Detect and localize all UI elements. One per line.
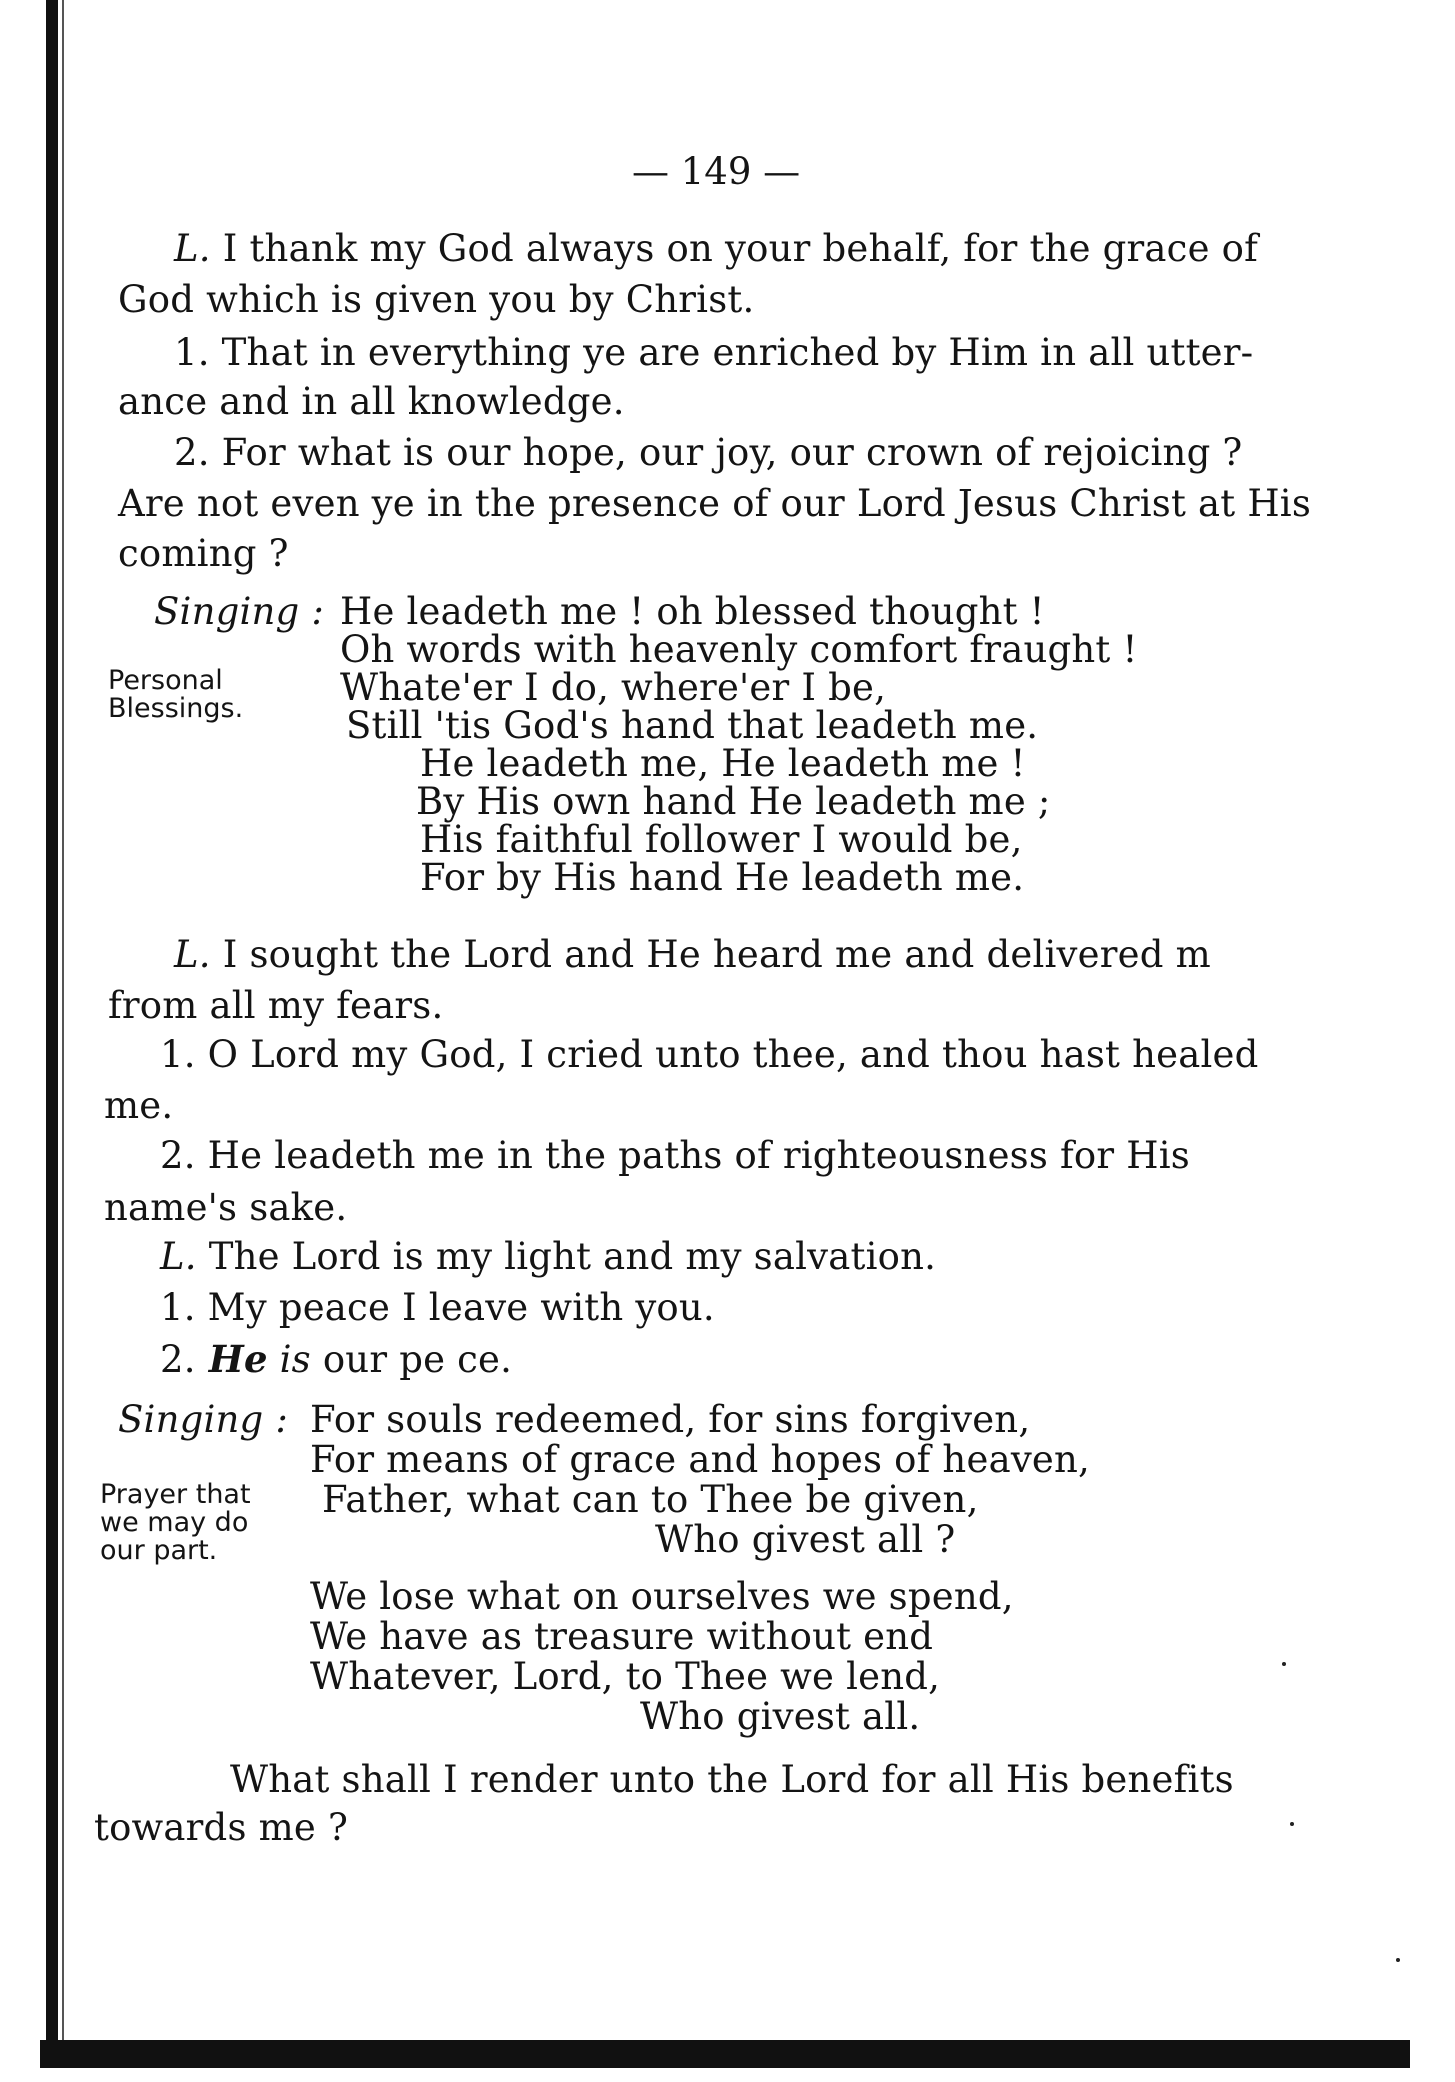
leader-label: L.: [174, 933, 211, 976]
scan-speck: [1396, 1958, 1400, 1962]
hymn-line: We have as treasure without end: [310, 1615, 934, 1658]
leader-text: I sought the Lord and He heard me and delivered m: [210, 933, 1211, 976]
leader-text: The Lord is my light and my salvation.: [196, 1235, 937, 1278]
response-text: He leadeth me in the paths of righteousness for His: [195, 1134, 1190, 1177]
singing-label: Singing :: [154, 590, 325, 633]
response-number: 2.: [160, 1134, 196, 1177]
hymn-chorus-line: For by His hand He leadeth me.: [420, 856, 1025, 899]
hymn-line: Father, what can to Thee be given,: [322, 1478, 979, 1521]
response-4-cont: name's sake.: [104, 1186, 348, 1229]
hymn-line: For means of grace and hopes of heaven,: [310, 1438, 1091, 1481]
leader-line-3: [160, 1235, 936, 1279]
response-1: [174, 331, 1253, 375]
leader-text: I thank my God always on your behalf, for the grace of: [210, 227, 1259, 270]
response-number: 1.: [160, 1286, 196, 1329]
response-6: [160, 1337, 512, 1382]
binding-edge-shadow: [46, 0, 58, 2040]
response-2: [174, 431, 1242, 475]
closing-line: What shall I render unto the Lord for all His benefits: [230, 1758, 1234, 1801]
leader-line-1: [174, 227, 1258, 271]
scan-speck: [1282, 1662, 1286, 1666]
response-text: our pe ce.: [310, 1338, 513, 1381]
response-text: That in everything ye are enriched by Him in all utter-: [209, 331, 1254, 374]
page-number: — 149 —: [632, 150, 801, 193]
leader-label: L.: [160, 1235, 197, 1278]
response-number: 2.: [174, 431, 210, 474]
leader-line-1-cont: God which is given you by Christ.: [118, 278, 755, 321]
response-1-cont: ance and in all knowledge.: [118, 380, 625, 423]
side-note-line: we may do: [100, 1507, 249, 1538]
hymn-line: We lose what on ourselves we spend,: [310, 1575, 1014, 1618]
response-emphasis: He: [195, 1337, 268, 1381]
side-note-line: Prayer that: [100, 1479, 251, 1510]
leader-label: L.: [174, 227, 211, 270]
hymn-chorus-line: He leadeth me, He leadeth me !: [420, 742, 1026, 785]
bottom-edge-shadow: [40, 2040, 1410, 2068]
response-2-cont: Are not even ye in the presence of our Lord Jesus Christ at His: [118, 482, 1312, 525]
hymn-line: Whate'er I do, where'er I be,: [340, 666, 887, 709]
closing-line-cont: towards me ?: [94, 1806, 348, 1849]
side-note-line: our part.: [100, 1535, 218, 1566]
hymn-refrain: Who givest all ?: [655, 1518, 956, 1561]
response-2-cont2: coming ?: [118, 532, 289, 575]
response-emphasis: is: [267, 1338, 311, 1381]
response-4: [160, 1134, 1190, 1178]
response-number: 1.: [160, 1033, 196, 1076]
response-text: O Lord my God, I cried unto thee, and thou hast healed: [195, 1033, 1259, 1076]
response-number: 1.: [174, 331, 210, 374]
binding-edge-line: [62, 0, 64, 2040]
response-text: For what is our hope, our joy, our crown of rejoicing ?: [209, 431, 1243, 474]
leader-line-2-cont: from all my fears.: [108, 984, 444, 1027]
leader-line-2: [174, 933, 1211, 977]
hymn-chorus-line: His faithful follower I would be,: [420, 818, 1023, 861]
hymn-line: Oh words with heavenly comfort fraught !: [340, 628, 1138, 671]
response-3-cont: me.: [104, 1084, 174, 1127]
response-5: [160, 1286, 715, 1330]
hymn-line: Whatever, Lord, to Thee we lend,: [310, 1655, 941, 1698]
side-note-line: Blessings.: [108, 693, 244, 724]
singing-label: Singing :: [118, 1398, 289, 1441]
hymn-line: For souls redeemed, for sins forgiven,: [310, 1398, 1031, 1441]
side-note-line: Personal: [108, 665, 223, 696]
hymn-line: Still 'tis God's hand that leadeth me.: [346, 704, 1039, 747]
response-3: [160, 1033, 1258, 1077]
hymn-chorus-line: By His own hand He leadeth me ;: [416, 780, 1051, 823]
hymn-refrain: Who givest all.: [640, 1695, 921, 1738]
scan-speck: [1290, 1822, 1294, 1826]
hymn-line: He leadeth me ! oh blessed thought !: [340, 590, 1045, 633]
response-number: 2.: [160, 1338, 196, 1381]
response-text: My peace I leave with you.: [195, 1286, 715, 1329]
